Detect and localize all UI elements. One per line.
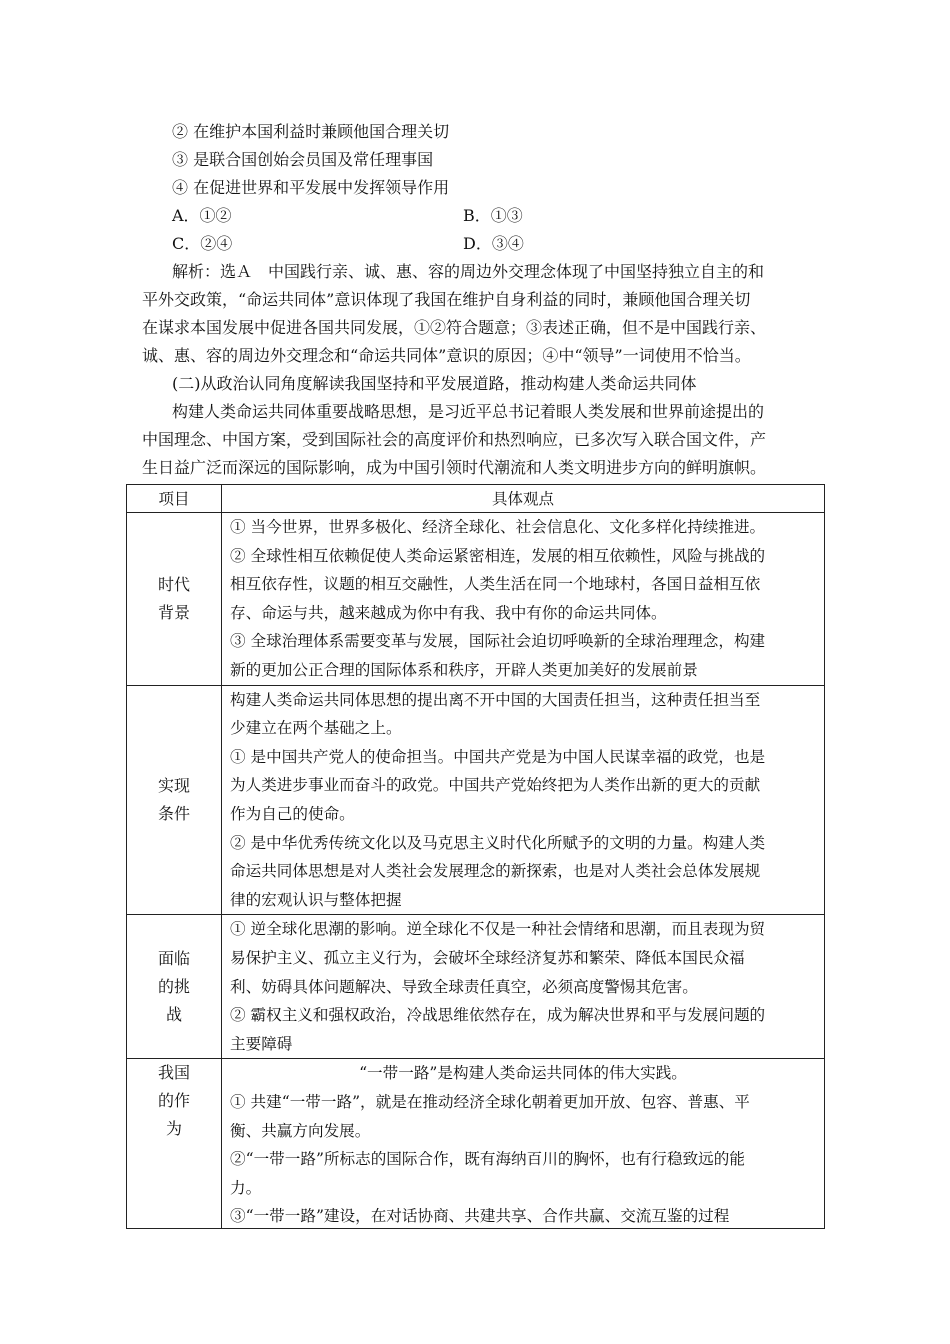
content-line: ① 是中国共产党人的使命担当。中国共产党是为中国人民谋幸福的政党，也是 [230, 747, 766, 766]
content-line: 主要障碍 [230, 1034, 293, 1053]
item-line: 背景 [157, 602, 190, 622]
content-line: 少建立在两个基础之上。 [230, 719, 402, 738]
analysis-line: 平外交政策，“命运共同体”意识体现了我国在维护自身利益的同时，兼顾他国合理关切 [142, 290, 751, 309]
row-content [222, 915, 825, 1059]
content-line: ③“一带一路”建设，在对话协商、共建共享、合作共赢、交流互鉴的过程 [230, 1207, 730, 1226]
intro-line: 中国理念、中国方案，受到国际社会的高度评价和热烈响应，已多次写入联合国文件，产 [142, 430, 767, 449]
header-item: 项目 [127, 485, 222, 513]
content-line: ②“一带一路”所标志的国际合作，既有海纳百川的胸怀，也有行稳致远的能 [230, 1150, 745, 1169]
option-d: D．③④ [463, 234, 524, 253]
analysis-line: 解析：选Ａ 中国践行亲、诚、惠、容的周边外交理念体现了中国坚持独立自主的和 [172, 262, 765, 281]
content-line: ② 霸权主义和强权政治，冷战思维依然存在，成为解决世界和平与发展问题的 [230, 1006, 766, 1025]
content-line: ② 是中华优秀传统文化以及马克思主义时代化所赋予的文明的力量。构建人类 [230, 833, 766, 852]
item-line: 的作 [157, 1091, 190, 1111]
section-heading: (二)从政治认同角度解读我国坚持和平发展道路，推动构建人类命运共同体 [172, 374, 697, 393]
table-row [127, 685, 825, 915]
content-line: ② 全球性相互依赖促使人类命运紧密相连，发展的相互依赖性，风险与挑战的 [230, 546, 766, 565]
option-a: A．①② [172, 206, 232, 225]
statement-4: ④ 在促进世界和平发展中发挥领导作用 [172, 178, 450, 197]
content-line: 命运共同体思想是对人类社会发展理念的新探索，也是对人类社会总体发展规 [230, 862, 761, 881]
table-row [127, 1059, 825, 1229]
table-header-row [127, 485, 825, 513]
content-line: 力。 [230, 1178, 262, 1197]
statement-3: ③ 是联合国创始会员国及常任理事国 [172, 150, 434, 169]
row-item-label [127, 915, 222, 1059]
item-line: 为 [165, 1119, 182, 1139]
header-viewpoints: 具体观点 [222, 485, 825, 513]
content-line: 为人类进步事业而奋斗的政党。中国共产党始终把为人类作出新的更大的贡献 [230, 776, 761, 795]
option-b: B．①③ [463, 206, 523, 225]
content-line: 律的宏观认识与整体把握 [230, 890, 402, 909]
content-line: 相互依存性，议题的相互交融性，人类生活在同一个地球村，各国日益相互依 [230, 575, 761, 594]
content-line: 新的更加公正合理的国际体系和秩序，开辟人类更加美好的发展前景 [230, 660, 698, 679]
content-line: 易保护主义、孤立主义行为，会破坏全球经济复苏和繁荣、降低本国民众福 [230, 948, 745, 967]
intro-line: 生日益广泛而深远的国际影响，成为中国引领时代潮流和人类文明进步方向的鲜明旗帜。 [142, 458, 767, 477]
row-content [222, 1059, 825, 1229]
content-line: 利、妨碍具体问题解决、导致全球责任真空，必须高度警惕其危害。 [230, 977, 698, 996]
analysis-line: 在谋求本国发展中促进各国共同发展，①②符合题意；③表述正确，但不是中国践行亲、 [142, 318, 767, 337]
item-line: 我国 [157, 1063, 190, 1083]
table-row [127, 915, 825, 1059]
option-c: C．②④ [172, 234, 233, 253]
content-center-line: “一带一路”是构建人类命运共同体的伟大实践。 [359, 1064, 687, 1083]
row-item-label [127, 513, 222, 686]
table-row [127, 513, 825, 686]
content-line: ① 逆全球化思潮的影响。逆全球化不仅是一种社会情绪和思潮，而且表现为贸 [230, 920, 766, 939]
analysis-line: 诚、惠、容的周边外交理念和“命运共同体”意识的原因；④中“领导”一词使用不恰当。 [142, 346, 751, 365]
intro-line: 构建人类命运共同体重要战略思想，是习近平总书记着眼人类发展和世界前途提出的 [172, 402, 765, 421]
content-line: 存、命运与共，越来越成为你中有我、我中有你的命运共同体。 [230, 603, 667, 622]
viewpoints-table [126, 484, 825, 1229]
content-line: 衡、共赢方向发展。 [230, 1121, 371, 1140]
content-line: 作为自己的使命。 [230, 804, 355, 823]
statement-2: ② 在维护本国利益时兼顾他国合理关切 [172, 122, 450, 141]
row-content [222, 513, 825, 686]
item-line: 实现 [157, 775, 190, 795]
row-item-label [127, 685, 222, 915]
item-line: 条件 [157, 803, 190, 823]
row-content [222, 685, 825, 915]
content-line: ① 当今世界，世界多极化、经济全球化、社会信息化、文化多样化持续推进。 [230, 518, 766, 536]
item-line: 时代 [157, 574, 190, 594]
content-line: 构建人类命运共同体思想的提出离不开中国的大国责任担当，这种责任担当至 [230, 690, 761, 709]
content-line: ③ 全球治理体系需要变革与发展，国际社会迫切呼唤新的全球治理理念，构建 [230, 632, 766, 651]
row-item-label [127, 1059, 222, 1229]
item-line: 战 [165, 1004, 182, 1024]
item-line: 面临 [157, 948, 190, 968]
item-line: 的挑 [157, 976, 190, 996]
content-line: ① 共建“一带一路”，就是在推动经济全球化朝着更加开放、包容、普惠、平 [230, 1092, 750, 1111]
